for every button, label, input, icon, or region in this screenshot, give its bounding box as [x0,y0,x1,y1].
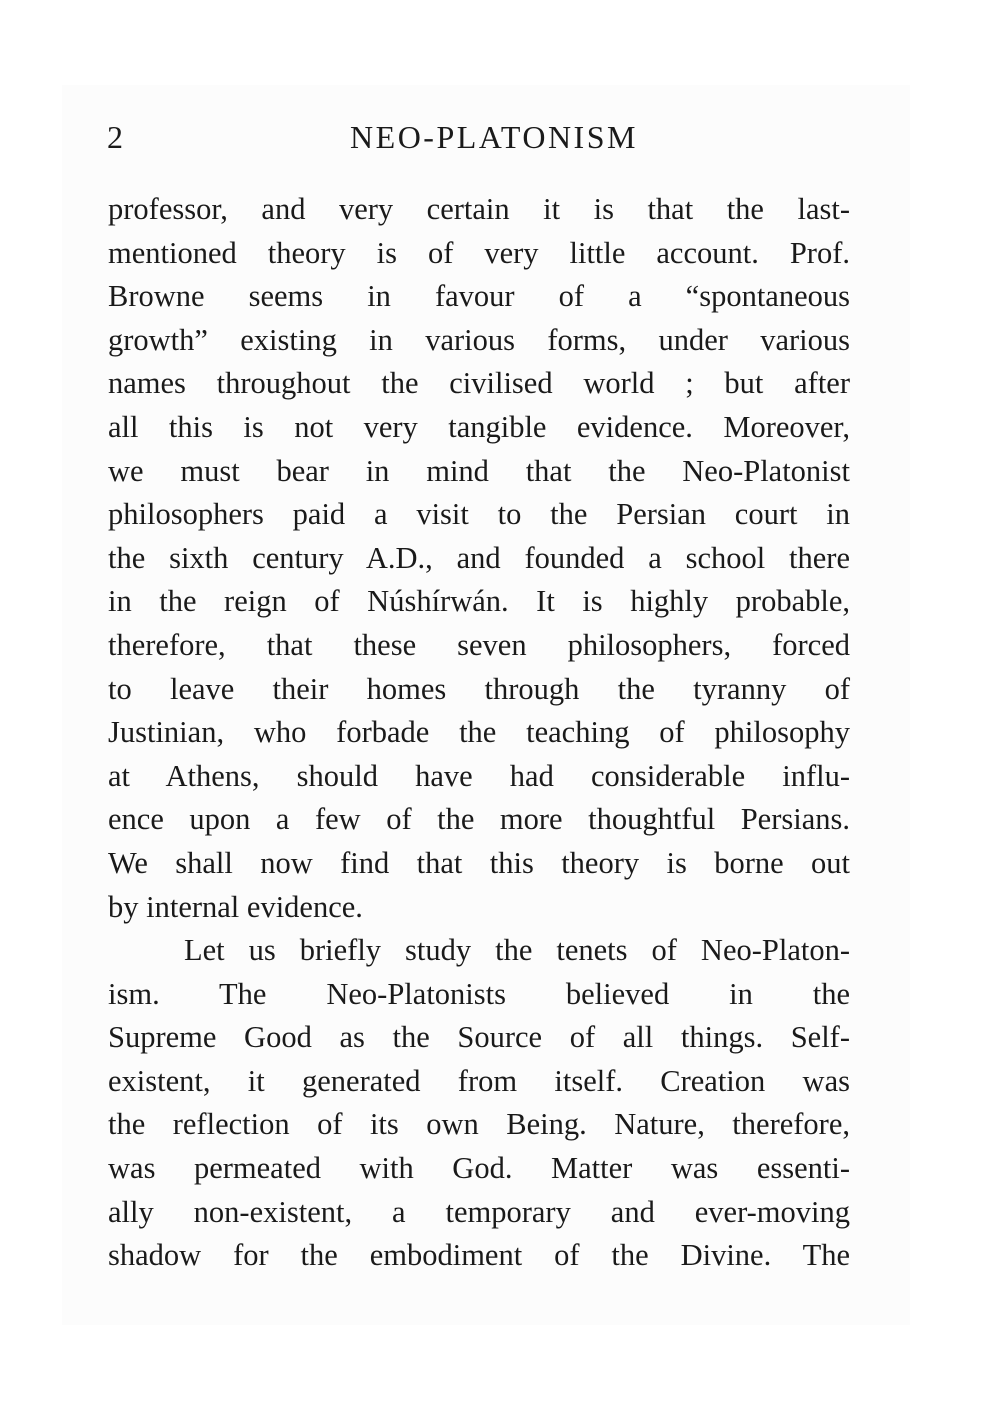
page-number: 2 [107,119,123,155]
text-line: in the reign of Núshírwán. It is highly probable, [108,584,850,619]
text-line: ally non-existent, a temporary and ever-moving [108,1194,850,1229]
text-line: existent, it generated from itself. Creation was [108,1063,850,1098]
text-line: by internal evidence. [108,889,363,924]
body-text [108,188,850,1278]
text-line: shadow for the embodiment of the Divine. The [108,1238,850,1273]
text-line: names throughout the civilised world ; but after [108,366,850,401]
text-line: We shall now find that this theory is borne out [108,845,850,880]
text-line: philosophers paid a visit to the Persian court in [108,497,850,532]
text-line: to leave their homes through the tyranny of [108,671,850,706]
running-head: NEO-PLATONISM [350,119,638,155]
text-line: we must bear in mind that the Neo-Platonist [108,453,850,488]
text-line: mentioned theory is of very little account. Prof. [108,235,850,270]
text-line: Justinian, who forbade the teaching of philosophy [108,715,850,750]
text-line: Browne seems in favour of a “spontaneous [108,279,850,314]
text-line: all this is not very tangible evidence. Moreover, [108,409,850,444]
text-line: the reflection of its own Being. Nature, therefore, [108,1107,850,1142]
paragraph-2 [108,929,850,1278]
text-line: ism. The Neo-Platonists believed in the [108,976,850,1011]
text-line: was permeated with God. Matter was essenti- [108,1151,850,1186]
text-line: at Athens, should have had considerable influ- [108,758,850,793]
text-line: ence upon a few of the more thoughtful Persians. [108,802,850,837]
text-line: therefore, that these seven philosophers, forced [108,627,850,662]
page-header [105,112,855,162]
text-line: growth” existing in various forms, under various [108,322,850,357]
text-line: professor, and very certain it is that the last- [108,192,850,226]
text-line: the sixth century A.D., and founded a school there [108,540,850,575]
text-line: Let us briefly study the tenets of Neo-Platon- [184,933,850,968]
paragraph-1 [108,188,850,929]
text-line: Supreme Good as the Source of all things. Self- [108,1020,850,1055]
